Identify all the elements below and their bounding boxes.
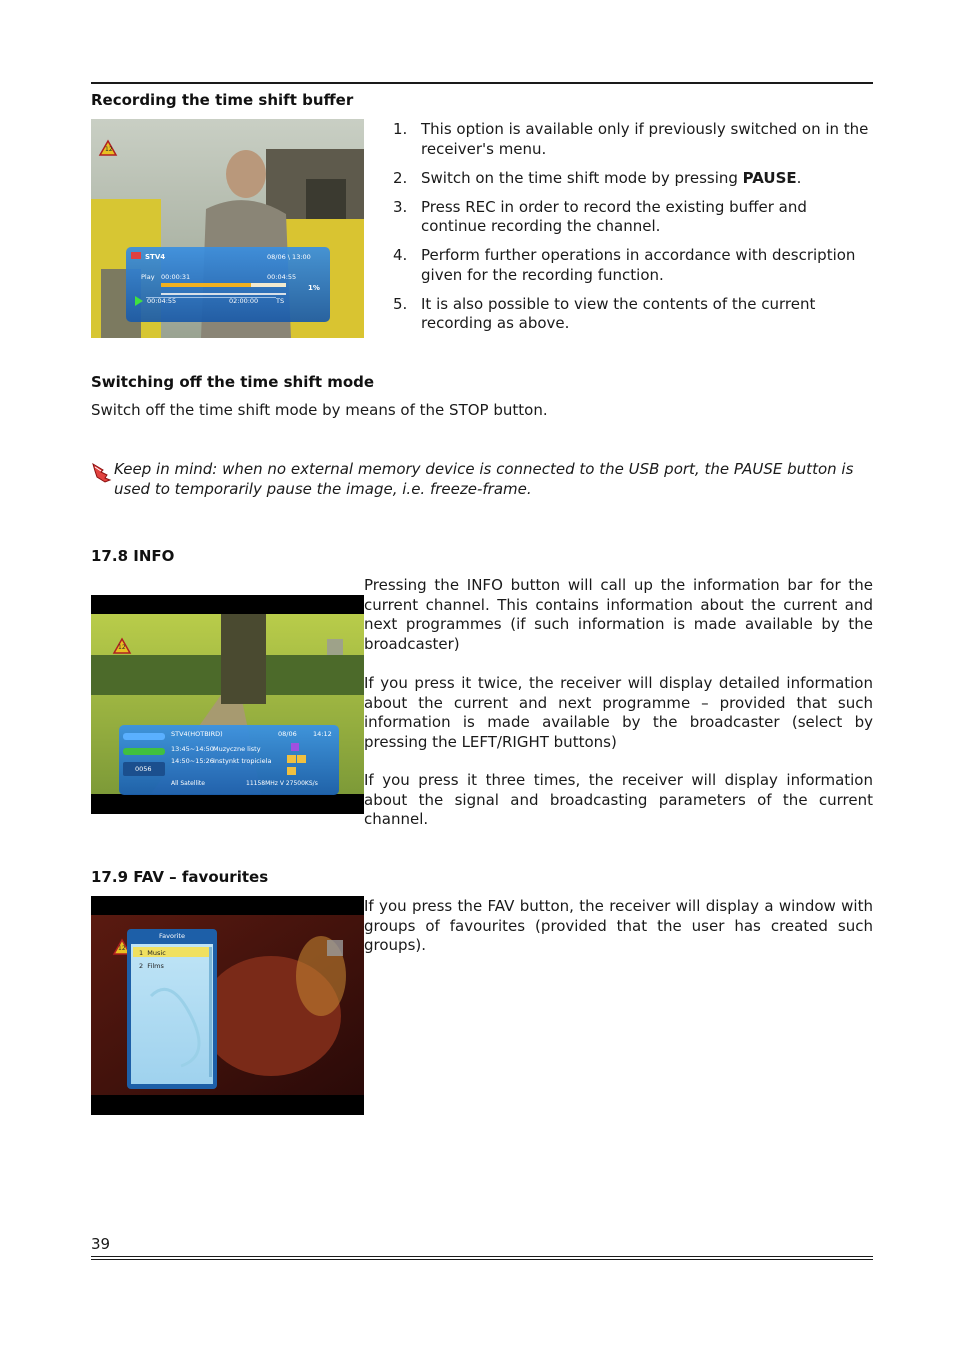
step-text: . [796, 168, 802, 187]
osd-buffer-time: 00:04:55 [147, 297, 177, 305]
list-item [383, 120, 875, 159]
step-number: 1. [393, 120, 408, 138]
section-title-recording: Recording the time shift buffer [91, 91, 354, 109]
step-text-bold: PAUSE [742, 168, 797, 187]
info-paragraph-2: If you press it twice, the receiver will display detailed information about the current and next programme – provided that such information is made available by the broadcaster (select by pressing the LEFT/RIGHT buttons) [364, 674, 873, 751]
fav-item-music: 1 Music [139, 949, 166, 957]
timeshift-screenshot [91, 119, 364, 338]
osd-satellite: All Satellite [171, 780, 205, 787]
step-number: 5. [393, 294, 408, 313]
osd-prog2-title: Instynkt tropiciela [213, 757, 272, 765]
list-item [383, 169, 875, 189]
osd-play-label: Play [141, 273, 155, 281]
osd-time: 14:12 [313, 730, 332, 738]
pointing-hand-icon [91, 461, 113, 483]
info-paragraph-3: If you press it three times, the receiver will display information about the signal and broadcasting parameters of the current channel. [364, 771, 873, 828]
switch-off-body: Switch off the time shift mode by means of the STOP button. [91, 401, 548, 419]
note-text: Keep in mind: when no external memory device is connected to the USB port, the PAUSE button is used to temporarily pause the image, i.e. freeze-frame. [114, 460, 854, 498]
step-number: 2. [393, 168, 408, 187]
age-badge: 12 [118, 644, 126, 651]
osd-date-time: 08/06 \ 13:00 [267, 253, 311, 261]
recording-steps [383, 120, 875, 343]
list-item [383, 295, 875, 334]
fav-item-films: 2 Films [139, 962, 164, 970]
osd-channel: STV4 [145, 253, 166, 261]
footer-rule [91, 1256, 873, 1257]
fav-screenshot [91, 896, 364, 1115]
osd-ts-label: TS [276, 297, 285, 305]
osd-total-time: 02:00:00 [229, 297, 259, 305]
header-rule [91, 82, 873, 84]
info-screenshot [91, 595, 364, 814]
osd-date: 08/06 [278, 730, 297, 738]
osd-prog2-time: 14:50~15:26 [171, 757, 214, 765]
section-title-switch-off: Switching off the time shift mode [91, 373, 375, 391]
section-title-fav: 17.9 FAV – favourites [91, 868, 269, 886]
osd-transponder: 11158MHz V 27500KS/s [246, 780, 318, 787]
step-text: This option is available only if previously switched on in the receiver's menu. [421, 120, 869, 158]
info-paragraph-1: Pressing the INFO button will call up the information bar for the current channel. This contains information about the current and next programmes (if such information is made available by the broadcaster) [364, 576, 873, 653]
section-title-info: 17.8 INFO [91, 547, 175, 565]
fav-body: If you press the FAV button, the receiver will display a window with groups of favourites (provided that the user has created such groups). [364, 897, 873, 954]
step-text: Switch on the time shift mode by pressing [421, 168, 743, 187]
step-number: 3. [393, 197, 408, 216]
step-number: 4. [393, 246, 408, 264]
osd-prog1-time: 13:45~14:50 [171, 745, 214, 753]
step-text: Perform further operations in accordance with description given for the recording function. [421, 246, 856, 284]
fav-window-title: Favorite [159, 932, 185, 940]
osd-play-time: 00:00:31 [161, 273, 191, 281]
list-item [383, 198, 875, 237]
osd-channel-number: 0056 [135, 765, 152, 773]
osd-play-end: 00:04:55 [267, 273, 297, 281]
osd-prog1-title: Muzyczne listy [213, 745, 261, 753]
step-text: Press REC in order to record the existing buffer and continue recording the channel. [421, 197, 807, 235]
age-badge: 12 [105, 146, 113, 153]
footer-rule [91, 1259, 873, 1260]
page-number: 39 [91, 1235, 111, 1253]
list-item [383, 246, 875, 285]
step-text: It is also possible to view the contents of the current recording as above. [421, 294, 816, 332]
osd-percent: 1% [308, 284, 320, 292]
osd-channel: STV4(HOTBIRD) [171, 730, 223, 738]
age-badge: 12 [118, 945, 126, 952]
